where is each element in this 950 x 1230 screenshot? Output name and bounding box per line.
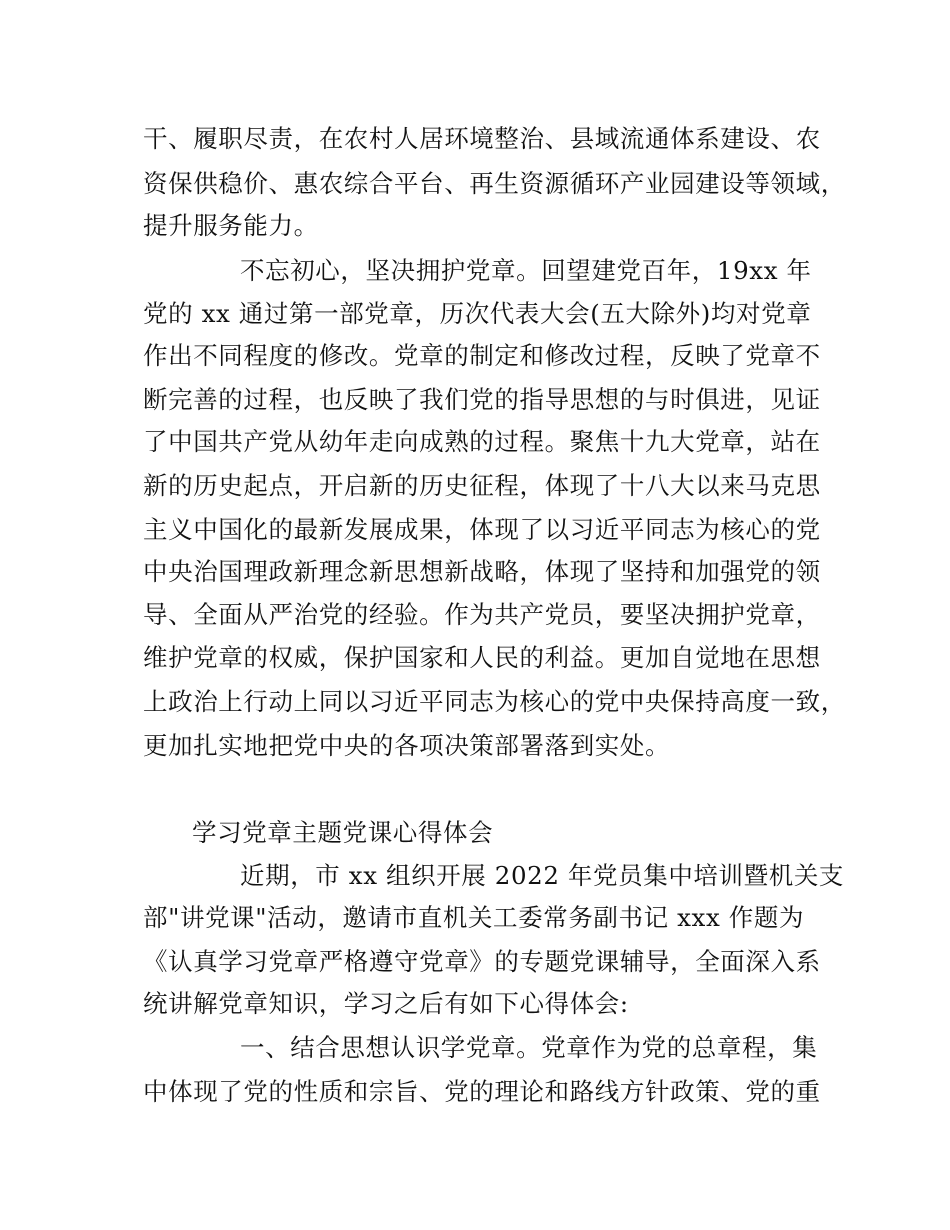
text-line: 中央治国理政新理念新思想新战略，体现了坚持和加强党的领 xyxy=(143,557,821,586)
text-line: 提升服务能力。 xyxy=(143,211,319,240)
text-line: 更加扎实地把党中央的各项决策部署落到实处。 xyxy=(143,731,671,760)
text-line: 资保供稳价、惠农综合平台、再生资源循环产业园建设等领域， xyxy=(143,169,846,198)
text-line: 《认真学习党章严格遵守党章》的专题党课辅导，全面深入系 xyxy=(143,947,821,976)
text-line: 作出不同程度的修改。党章的制定和修改过程，反映了党章不 xyxy=(143,341,821,370)
text-line: 维护党章的权威，保护国家和人民的利益。更加自觉地在思想 xyxy=(143,643,821,672)
text-line: 主义中国化的最新发展成果，体现了以习近平同志为核心的党 xyxy=(143,515,821,544)
paragraph-start-line: 不忘初心，坚决拥护党章。回望建党百年，19xx 年 xyxy=(240,256,812,285)
text-line: 中体现了党的性质和宗旨、党的理论和路线方针政策、党的重 xyxy=(143,1077,821,1106)
text-line: 统讲解党章知识，学习之后有如下心得体会: xyxy=(143,989,629,1018)
text-line: 干、履职尽责，在农村人居环境整治、县域流通体系建设、农 xyxy=(143,124,821,153)
section-heading: 学习党章主题党课心得体会 xyxy=(192,818,494,847)
paragraph-start-line: 一、结合思想认识学党章。党章作为党的总章程，集 xyxy=(240,1033,818,1062)
text-line: 党的 xx 通过第一部党章，历次代表大会(五大除外)均对党章 xyxy=(143,299,812,328)
text-line: 部"讲党课"活动，邀请市直机关工委常务副书记 xxx 作题为 xyxy=(143,903,805,932)
text-line: 断完善的过程，也反映了我们党的指导思想的与时俱进，见证 xyxy=(143,385,821,414)
text-line: 上政治上行动上同以习近平同志为核心的党中央保持高度一致， xyxy=(143,687,846,716)
text-line: 新的历史起点，开启新的历史征程，体现了十八大以来马克思 xyxy=(143,471,821,500)
text-line: 了中国共产党从幼年走向成熟的过程。聚焦十九大党章，站在 xyxy=(143,427,821,456)
paragraph-start-line: 近期，市 xx 组织开展 2022 年党员集中培训暨机关支 xyxy=(240,861,845,890)
text-line: 导、全面从严治党的经验。作为共产党员，要坚决拥护党章， xyxy=(143,600,821,629)
